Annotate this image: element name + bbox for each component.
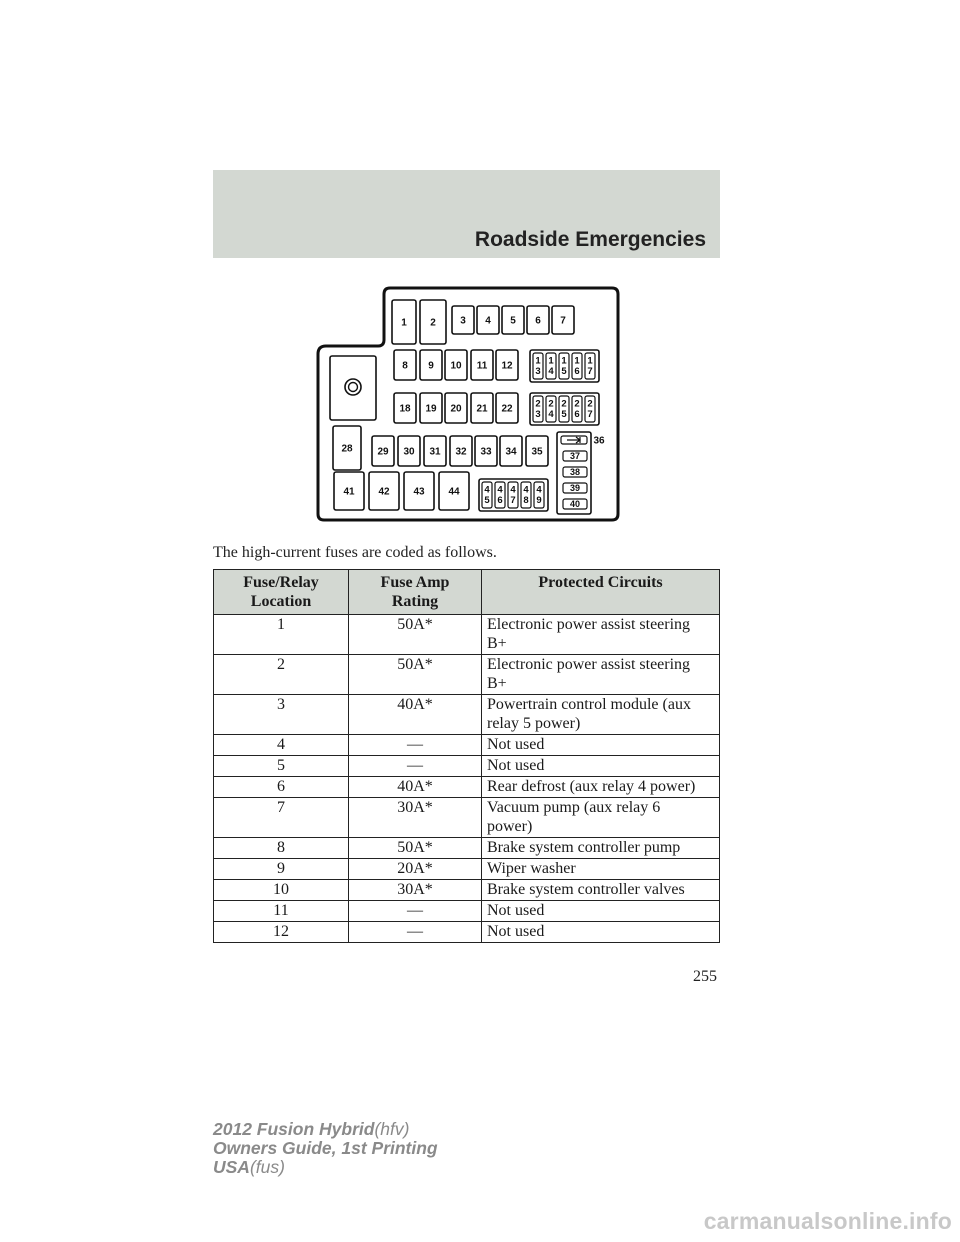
fuse-number: 19 xyxy=(425,403,437,415)
protected-circuit-line: Vacuum pump (aux relay 6 xyxy=(487,799,661,816)
protected-circuit xyxy=(482,695,720,735)
fuse-number: 29 xyxy=(377,446,389,458)
relay-number-digit: 1 xyxy=(574,355,580,367)
relay-number-digit: 1 xyxy=(561,355,567,367)
mini-fuse-number: 37 xyxy=(569,450,581,461)
fuse-number: 35 xyxy=(531,446,543,458)
relay-number-digit: 4 xyxy=(523,484,529,496)
fuse-rating: 40A* xyxy=(349,777,482,798)
protected-circuit-line: Powertrain control module (aux xyxy=(487,696,691,713)
table-row xyxy=(214,880,720,901)
protected-circuit-line: Not used xyxy=(487,757,545,774)
fuse-rating: 30A* xyxy=(349,880,482,901)
protected-circuit xyxy=(482,655,720,695)
relay-number-digit: 2 xyxy=(574,398,580,410)
relay-number-digit: 6 xyxy=(497,495,503,507)
column-header-location: Fuse/Relay Location xyxy=(214,570,349,615)
relay-number-digit: 7 xyxy=(510,495,516,507)
fuse-location: 3 xyxy=(214,695,349,735)
relay-number-digit: 7 xyxy=(587,366,593,378)
footer-market: USA xyxy=(213,1157,250,1177)
fuse-number: 10 xyxy=(450,360,462,372)
section-title: Roadside Emergencies xyxy=(474,228,706,251)
mini-fuse-number: 39 xyxy=(569,482,581,493)
relay-number-digit: 1 xyxy=(587,355,593,367)
protected-circuit xyxy=(482,880,720,901)
protected-circuit-line: Electronic power assist steering xyxy=(487,616,691,633)
fuse-number: 18 xyxy=(399,403,411,415)
fuse-rating: 50A* xyxy=(349,838,482,859)
fuse-rating: — xyxy=(349,756,482,777)
fuse-location: 8 xyxy=(214,838,349,859)
relay-number-digit: 9 xyxy=(536,495,542,507)
protected-circuit xyxy=(482,777,720,798)
fuse-box-diagram xyxy=(314,286,620,524)
mini-fuse-number: 38 xyxy=(569,466,581,477)
table-row xyxy=(214,655,720,695)
fuse-location: 6 xyxy=(214,777,349,798)
mini-fuse-number: 40 xyxy=(569,498,581,509)
table-row xyxy=(214,922,720,943)
fuse-number: 8 xyxy=(402,360,408,372)
protected-circuit xyxy=(482,798,720,838)
fuse-number: 42 xyxy=(378,486,390,498)
fuse-rating: — xyxy=(349,922,482,943)
relay-number-digit: 4 xyxy=(548,366,554,378)
table-row xyxy=(214,756,720,777)
relay-number-digit: 3 xyxy=(535,366,541,378)
stud-block xyxy=(330,356,376,420)
section-header xyxy=(213,170,720,258)
fuse-rating: 20A* xyxy=(349,859,482,880)
fuse-rating: — xyxy=(349,901,482,922)
stud-ring xyxy=(345,379,361,395)
table-row xyxy=(214,777,720,798)
fuse-table xyxy=(213,569,720,943)
relay-number-digit: 2 xyxy=(587,398,593,410)
fuse-number: 44 xyxy=(448,486,460,498)
footer-market-code: (fus) xyxy=(249,1157,285,1177)
protected-circuit-line: Brake system controller valves xyxy=(487,881,685,898)
intro-text: The high-current fuses are coded as follows. xyxy=(213,544,497,561)
relay-number-digit: 6 xyxy=(574,409,580,421)
fuse-number: 20 xyxy=(450,403,462,415)
relay-number-digit: 6 xyxy=(574,366,580,378)
relay-number-digit: 7 xyxy=(587,409,593,421)
fuse-rating: 50A* xyxy=(349,615,482,655)
diode-icon xyxy=(567,437,580,443)
fuse-number: 5 xyxy=(510,315,516,327)
protected-circuit-line: Not used xyxy=(487,736,545,753)
protected-circuit-line: B+ xyxy=(487,635,507,652)
fuse-number: 30 xyxy=(403,446,415,458)
fuse-number: 22 xyxy=(501,403,513,415)
footer-model-code: (hfv) xyxy=(374,1119,410,1139)
fuse-location: 1 xyxy=(214,615,349,655)
fuse-number: 41 xyxy=(343,486,355,498)
protected-circuit-line: Electronic power assist steering xyxy=(487,656,691,673)
fuse-location: 7 xyxy=(214,798,349,838)
relay-number-digit: 4 xyxy=(484,484,490,496)
fuse-number: 2 xyxy=(430,317,436,329)
fuse-number: 6 xyxy=(535,315,541,327)
footer-model: 2012 Fusion Hybrid xyxy=(213,1119,375,1139)
diode-number: 36 xyxy=(593,435,605,447)
page-number: 255 xyxy=(693,968,717,985)
protected-circuit-line: power) xyxy=(487,818,533,835)
relay-number-digit: 4 xyxy=(510,484,516,496)
column-header-circuits: Protected Circuits xyxy=(482,570,720,615)
relay-number-digit: 2 xyxy=(561,398,567,410)
relay-number-digit: 2 xyxy=(535,398,541,410)
fuse-location: 9 xyxy=(214,859,349,880)
fuse-number: 43 xyxy=(413,486,425,498)
fuse-number: 7 xyxy=(560,315,566,327)
protected-circuit xyxy=(482,615,720,655)
fuse-number: 12 xyxy=(501,360,513,372)
fuse-number: 9 xyxy=(428,360,434,372)
protected-circuit xyxy=(482,756,720,777)
protected-circuit-line: Rear defrost (aux relay 4 power) xyxy=(487,778,696,795)
fuse-location: 4 xyxy=(214,735,349,756)
fuse-number: 34 xyxy=(505,446,517,458)
relay-number-digit: 8 xyxy=(523,495,529,507)
fuse-location: 11 xyxy=(214,901,349,922)
column-header-rating: Fuse Amp Rating xyxy=(349,570,482,615)
table-row xyxy=(214,798,720,838)
relay-number-digit: 4 xyxy=(548,409,554,421)
relay-number-digit: 5 xyxy=(561,409,567,421)
table-row xyxy=(214,695,720,735)
relay-number-digit: 1 xyxy=(535,355,541,367)
fuse-number: 4 xyxy=(485,315,491,327)
protected-circuit xyxy=(482,859,720,880)
relay-number-digit: 4 xyxy=(536,484,542,496)
relay-number-digit: 4 xyxy=(497,484,503,496)
protected-circuit-line: Brake system controller pump xyxy=(487,839,681,856)
footer-edition: Owners Guide, 1st Printing xyxy=(213,1138,438,1158)
protected-circuit xyxy=(482,735,720,756)
table-row xyxy=(214,859,720,880)
footer-printing-info xyxy=(213,1120,438,1177)
fuse-location: 2 xyxy=(214,655,349,695)
table-row xyxy=(214,615,720,655)
table-row xyxy=(214,901,720,922)
protected-circuit-line: Not used xyxy=(487,923,545,940)
stud-center xyxy=(349,383,358,392)
relay-number-digit: 5 xyxy=(561,366,567,378)
table-row xyxy=(214,735,720,756)
protected-circuit xyxy=(482,901,720,922)
fuse-rating: 40A* xyxy=(349,695,482,735)
fuse-number: 32 xyxy=(455,446,467,458)
table-row xyxy=(214,838,720,859)
fuse-rating: — xyxy=(349,735,482,756)
fuse-number: 11 xyxy=(476,360,488,372)
fuse-number: 28 xyxy=(341,443,353,455)
fuse-location: 5 xyxy=(214,756,349,777)
relay-number-digit: 2 xyxy=(548,398,554,410)
protected-circuit-line: B+ xyxy=(487,675,507,692)
fuse-location: 10 xyxy=(214,880,349,901)
fuse-location: 12 xyxy=(214,922,349,943)
fuse-rating: 30A* xyxy=(349,798,482,838)
protected-circuit xyxy=(482,838,720,859)
fuse-number: 21 xyxy=(476,403,488,415)
relay-number-digit: 5 xyxy=(484,495,490,507)
protected-circuit-line: relay 5 power) xyxy=(487,715,581,732)
fuse-number: 31 xyxy=(429,446,441,458)
protected-circuit xyxy=(482,922,720,943)
fuse-number: 3 xyxy=(460,315,466,327)
relay-number-digit: 3 xyxy=(535,409,541,421)
protected-circuit-line: Wiper washer xyxy=(487,860,576,877)
fuse-rating: 50A* xyxy=(349,655,482,695)
relay-number-digit: 1 xyxy=(548,355,554,367)
protected-circuit-line: Not used xyxy=(487,902,545,919)
fuse-number: 33 xyxy=(480,446,492,458)
fuse-number: 1 xyxy=(401,317,407,329)
watermark: carmanualsonline.info xyxy=(703,1208,952,1234)
table-header-row xyxy=(214,570,720,615)
